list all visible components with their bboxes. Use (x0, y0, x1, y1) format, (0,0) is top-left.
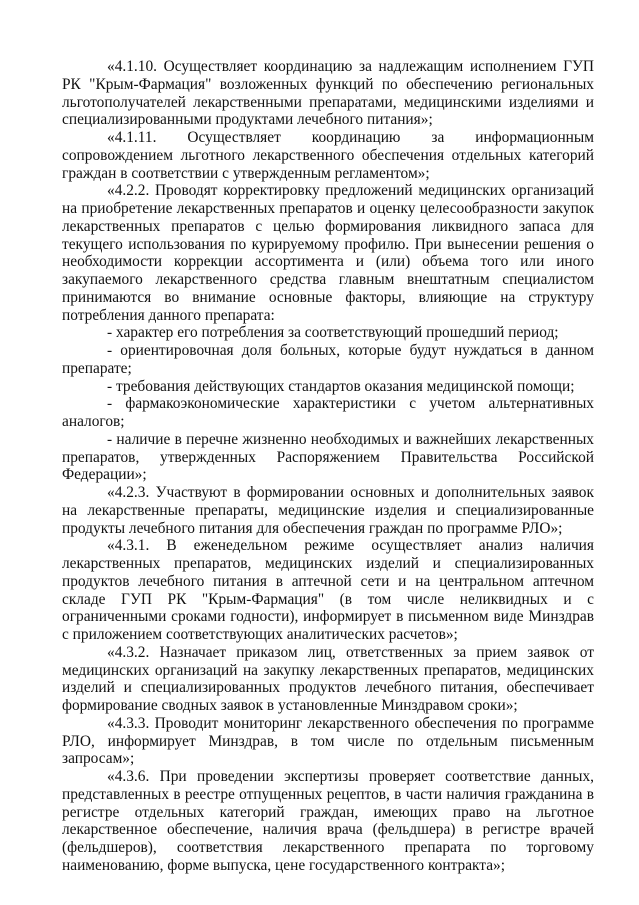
list-item-consumption-character: - характер его потребления за соответствующий прошедший период; (107, 324, 559, 342)
paragraph-4-3-2: «4.3.2. Назначает приказом лиц, ответственных за прием заявок от медицинских организаций на закупку лекарственных препаратов, медицинских изделий и специализированных продуктов лечебного питания, обеспечивает формирование сводных заявок в установленные Минздравом сроки»; (62, 643, 594, 714)
paragraph-4-3-6: «4.3.6. При проведении экспертизы проверяет соответствие данных, представленных в реестре отпущенных рецептов, в части наличия гражданина в регистре отдельных категорий граждан, имеющих право на льготное лекарственное обеспечение, наличия врача (фельдшера) в регистре врачей (фельдшеров), соответствия лекарственного препарата по торговому наименованию, форме выпуска, цене государственного контракта»; (62, 768, 594, 874)
list-item-pharmacoeconomics: - фармакоэкономические характеристики с учетом альтернативных аналогов; (62, 395, 594, 430)
document-page (62, 58, 594, 875)
list-item-essential-drugs: - наличие в перечне жизненно необходимых и важнейших лекарственных препаратов, утвержденных Распоряжением Правительства Российской Федерации»; (62, 430, 594, 484)
list-item-standards: - требования действующих стандартов оказания медицинской помощи; (107, 377, 575, 395)
paragraph-4-3-1: «4.3.1. В еженедельном режиме осуществляет анализ наличия лекарственных препаратов, медицинских изделий и специализированных продуктов лечебного питания в аптечной сети и на центральном аптечном складе ГУП РК "Крым-Фармация" (в том числе неликвидных и с ограниченными сроками годности), информирует в письменном виде Минздрав с приложением соответствующих аналитических расчетов»; (62, 537, 594, 643)
paragraph-4-1-10: «4.1.10. Осуществляет координацию за надлежащим исполнением ГУП РК "Крым-Фармация" возложенных функций по обеспечению региональных льготополучателей лекарственными препаратами, медицинскими изделиями и специализированными продуктами лечебного питания»; (62, 58, 594, 129)
paragraph-4-1-11: «4.1.11. Осуществляет координацию за информационным сопровождением льготного лекарственного обеспечения отдельных категорий граждан в соответствии с утвержденным регламентом»; (62, 129, 594, 182)
paragraph-4-2-3: «4.2.3. Участвуют в формировании основных и дополнительных заявок на лекарственные препараты, медицинские изделия и специализированные продукты лечебного питания для обеспечения граждан по программе РЛО»; (62, 484, 594, 537)
paragraph-4-3-3: «4.3.3. Проводит мониторинг лекарственного обеспечения по программе РЛО, информирует Минздрав, в том числе по отдельным письменным запросам»; (62, 714, 594, 768)
list-item-patient-share: - ориентировочная доля больных, которые будут нуждаться в данном препарате; (62, 342, 594, 377)
paragraph-4-2-2: «4.2.2. Проводят корректировку предложений медицинских организаций на приобретение лекарственных препаратов и оценку целесообразности закупок лекарственных препаратов с целью формирования ликвидного запаса для текущего использования по курируемому профилю. При вынесении решения о необходимости коррекции ассортимента и (или) объема того или иного закупаемого лекарственного средства главным внештатным специалистом принимаются во внимание основные факторы, влияющие на структуру потребления данного препарата: (62, 182, 594, 324)
